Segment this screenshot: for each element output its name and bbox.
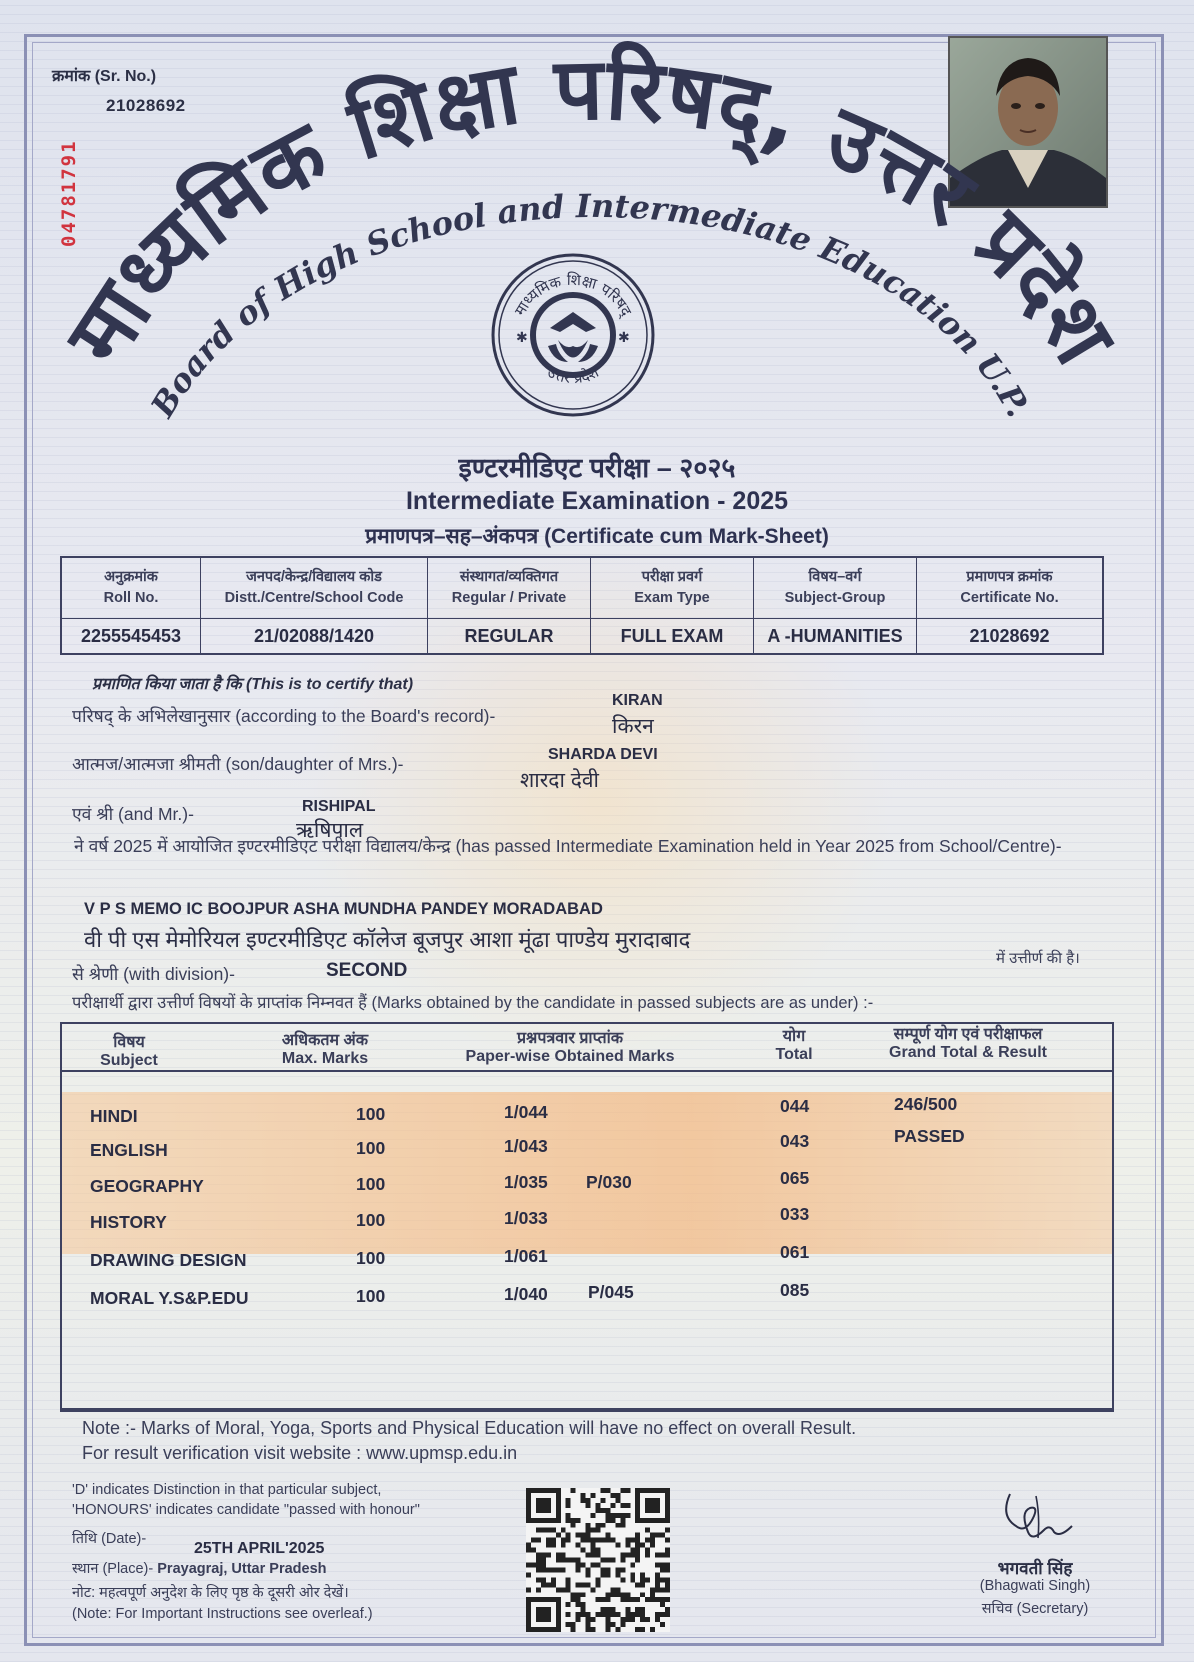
subject-total: 085: [780, 1280, 810, 1300]
exam-title-hindi: इण्टरमीडिएट परीक्षा – २०२५: [458, 453, 736, 483]
practical-marks: P/030: [586, 1172, 632, 1192]
marks-header-divider: [60, 1070, 1114, 1072]
header-certificate-no: प्रमाणपत्र क्रमांक Certificate No.: [917, 557, 1104, 619]
regular-private-value: REGULAR: [428, 619, 591, 655]
subject-total: 061: [780, 1242, 810, 1262]
subject-name: ENGLISH: [90, 1140, 168, 1160]
note-block: [82, 1416, 856, 1466]
board-emblem-icon: [488, 250, 658, 420]
info-table: [60, 556, 1104, 655]
paper-marks: 1/033: [504, 1208, 548, 1228]
svg-text:उत्तर प्रदेश: [544, 363, 602, 388]
marks-intro: परीक्षार्थी द्वारा उत्तीर्ण विषयों के प्राप्तांक निम्नवत हैं (Marks obtained by the candidate in passed subjects are as under) :-: [72, 994, 874, 1012]
father-name-english: RISHIPAL: [302, 798, 376, 815]
exam-type-value: FULL EXAM: [591, 619, 754, 655]
board-name-english: Board of High School and Intermediate Education U.P.: [143, 186, 1038, 424]
date-label: तिथि (Date)-: [72, 1531, 147, 1547]
paper-marks: 1/061: [504, 1246, 548, 1266]
header-max-marks: अधिकतम अंक Max. Marks: [281, 1032, 369, 1067]
roll-no-value: 2255545453: [61, 619, 201, 655]
header-subject-group: विषय–वर्ग Subject-Group: [754, 557, 917, 619]
subject-total: 033: [780, 1204, 810, 1224]
mother-label: आत्मज/आत्मजा श्रीमती (son/daughter of Mrs.)-: [72, 754, 404, 774]
practical-marks: P/045: [588, 1282, 634, 1302]
subject-name: HINDI: [90, 1106, 138, 1126]
distinction-note: 'D' indicates Distinction in that particular subject,: [72, 1482, 382, 1498]
note-hindi: नोट: महत्वपूर्ण अनुदेश के लिए पृष्ठ के दूसरी ओर देखें।: [72, 1585, 349, 1601]
header-grand-total: सम्पूर्ण योग एवं परीक्षाफल Grand Total & Result: [889, 1026, 1047, 1061]
division-value: SECOND: [326, 960, 408, 981]
note-line-2: For result verification visit website : www.upmsp.edu.in: [82, 1443, 518, 1463]
subject-name: MORAL Y.S&P.EDU: [90, 1288, 249, 1308]
seal-text-top: माध्यमिक शिक्षा परिषद्: [510, 270, 636, 319]
subject-name: GEOGRAPHY: [90, 1176, 204, 1196]
candidate-name-hindi: किरन: [612, 715, 654, 738]
mother-name-hindi: शारदा देवी: [520, 769, 599, 792]
school-name-hindi: वी पी एस मेमोरियल इण्टरमीडिएट कॉलेज बूजपुर आशा मूंढा पाण्डेय मुरादाबाद: [84, 927, 691, 952]
passed-suffix: में उत्तीर्ण की है।: [996, 950, 1080, 967]
header-subject: विषय Subject: [100, 1034, 158, 1069]
header-paper-marks: प्रश्नपत्रवार प्राप्तांक Paper-wise Obtained Marks: [465, 1030, 675, 1065]
father-label: एवं श्री (and Mr.)-: [72, 804, 194, 824]
subject-name: DRAWING DESIGN: [90, 1250, 247, 1270]
note-line-1: Note :- Marks of Moral, Yoga, Sports and Physical Education will have no effect on overall Result.: [82, 1418, 857, 1438]
serial-number: 21028692: [106, 96, 186, 115]
max-marks: 100: [356, 1104, 386, 1124]
serial-label: क्रमांक (Sr. No.): [52, 68, 157, 85]
subject-total: 043: [780, 1131, 810, 1151]
note-english: (Note: For Important Instructions see overleaf.): [72, 1606, 373, 1622]
note-divider: [60, 1410, 1114, 1412]
max-marks: 100: [356, 1286, 386, 1306]
paper-marks: 1/044: [504, 1102, 548, 1122]
paper-marks: 1/040: [504, 1284, 548, 1304]
mother-name-english: SHARDA DEVI: [548, 746, 658, 763]
signatory-name-hindi: भगवती सिंह: [997, 1559, 1073, 1578]
seal-text-bottom: उत्तर प्रदेश: [544, 362, 602, 388]
certify-intro: प्रमाणित किया जाता है कि (This is to certify that): [92, 676, 414, 693]
subject-group-value: A -HUMANITIES: [754, 619, 917, 655]
place-value: Prayagraj, Uttar Pradesh: [157, 1561, 327, 1577]
exam-title-english: Intermediate Examination - 2025: [405, 487, 789, 515]
marks-table: [60, 1022, 1114, 1410]
grand-total-value: 246/500: [894, 1094, 958, 1114]
certificate-title: प्रमाणपत्र–सह–अंकपत्र (Certificate cum Mark-Sheet): [365, 525, 829, 548]
division-label: से श्रेणी (with division)-: [72, 964, 235, 984]
signature-icon: [990, 1486, 1080, 1546]
max-marks: 100: [356, 1174, 386, 1194]
header-total: योग Total: [775, 1028, 813, 1063]
subject-name: HISTORY: [90, 1212, 167, 1232]
subject-total: 044: [780, 1096, 810, 1116]
board-name-hindi: माध्यमिक शिक्षा परिषद्, उत्तर प्रदेश: [47, 39, 1135, 383]
info-value-row: [61, 619, 1103, 655]
passed-statement: ने वर्ष 2025 में आयोजित इण्टरमीडिएट परीक्षा विद्यालय/केन्द्र (has passed Intermediate Examination held in Year 2025 from School/Centre)-: [74, 836, 1062, 856]
certificate-no-value: 21028692: [917, 619, 1104, 655]
signatory-name-english: (Bhagwati Singh): [979, 1578, 1091, 1594]
honours-note: 'HONOURS' indicates candidate "passed with honour": [72, 1502, 420, 1518]
red-serial-number: 04781791: [58, 139, 80, 247]
signatory-designation: सचिव (Secretary): [981, 1601, 1089, 1617]
paper-marks: 1/043: [504, 1136, 548, 1156]
place-label: स्थान (Place)-: [72, 1561, 154, 1577]
father-name-hindi: ऋषिपाल: [296, 819, 364, 842]
max-marks: 100: [356, 1210, 386, 1230]
max-marks: 100: [356, 1248, 386, 1268]
header-exam-type: परीक्षा प्रवर्ग Exam Type: [591, 557, 754, 619]
header-school-code: जनपद/केन्द्र/विद्यालय कोड Distt./Centre/School Code: [201, 557, 428, 619]
info-header-row: [61, 557, 1103, 619]
header-roll-no: अनुक्रमांक Roll No.: [61, 557, 201, 619]
school-code-value: 21/02088/1420: [201, 619, 428, 655]
max-marks: 100: [356, 1138, 386, 1158]
issue-date: 25TH APRIL'2025: [194, 1540, 325, 1557]
record-label: परिषद् के अभिलेखानुसार (according to the Board's record)-: [72, 706, 496, 726]
place-line: [72, 1558, 327, 1578]
svg-text:✱: ✱: [618, 329, 630, 345]
candidate-name-english: KIRAN: [612, 692, 663, 709]
school-name-english: V P S MEMO IC BOOJPUR ASHA MUNDHA PANDEY MORADABAD: [84, 900, 603, 918]
qr-code-icon[interactable]: [526, 1488, 670, 1632]
subject-total: 065: [780, 1168, 810, 1188]
result-value: PASSED: [894, 1126, 965, 1146]
svg-text:✱: ✱: [516, 329, 528, 345]
header-regular-private: संस्थागत/व्यक्तिगत Regular / Private: [428, 557, 591, 619]
paper-marks: 1/035: [504, 1172, 548, 1192]
